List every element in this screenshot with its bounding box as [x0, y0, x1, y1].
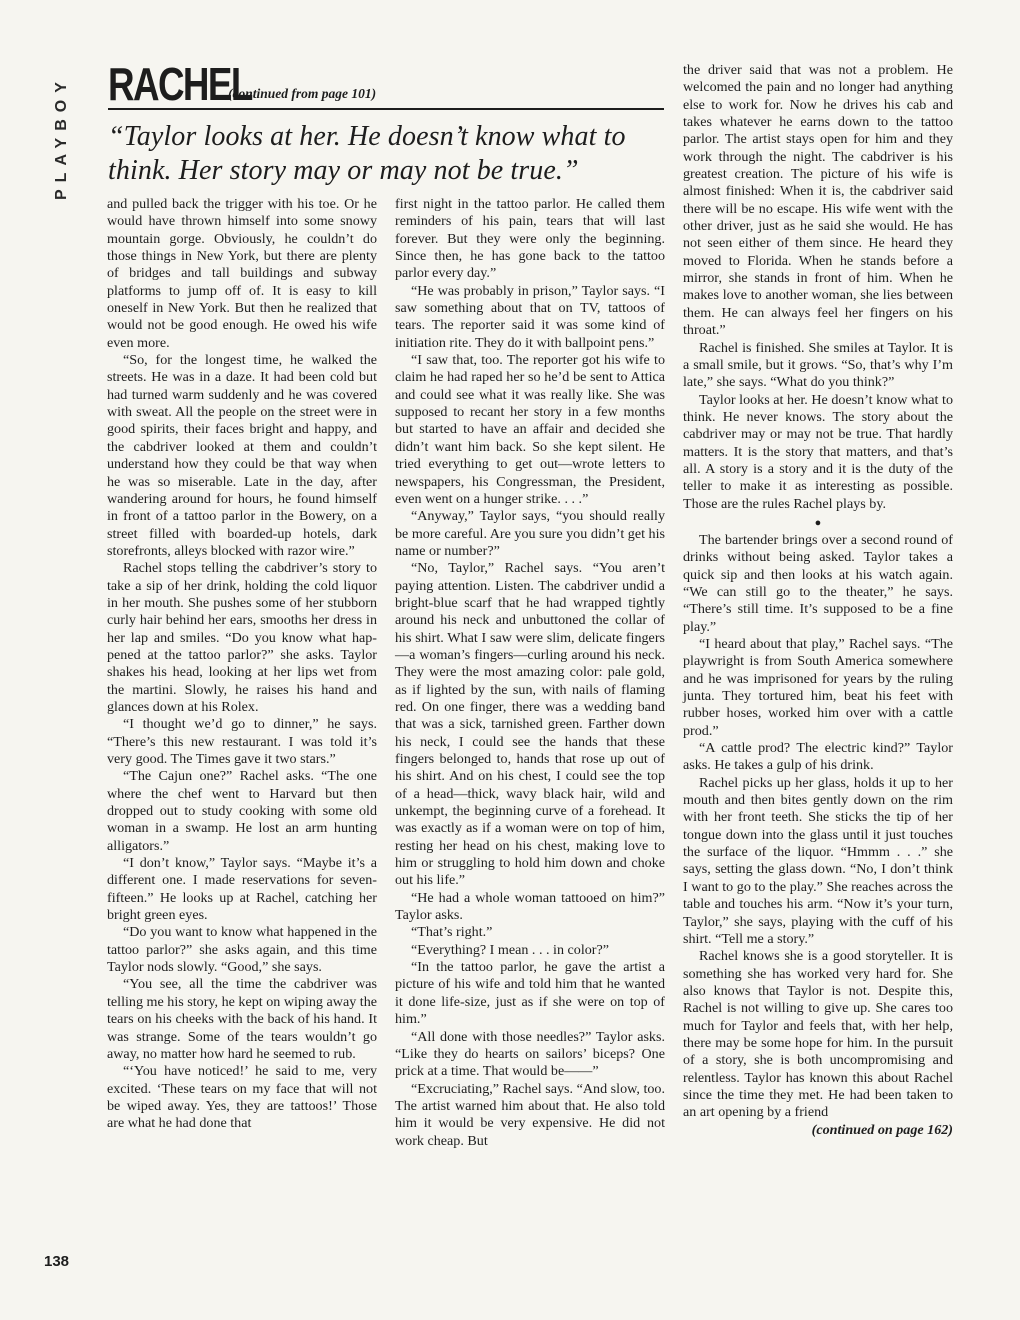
paragraph: Rachel knows she is a good storyteller. It is something she has worked very hard for. She also knows that Taylor is not. Despite this, Rachel is not willing to give up. She cares too much for Taylor and feels that, with her help, there may be some hope for him. In the pursuit of a story, she is both uncompromising and relentless. Taylor has known this about Rachel since the time they met. He had been taken to an art opening by a friend [683, 948, 953, 1121]
paragraph: and pulled back the trigger with his toe. Or he would have thrown himself into some snowy mountain gorge. Obviously, he couldn’t do those things in New York, but there are plenty of bridges and tall buildings and subway platforms to jump off of. It is easy to kill oneself in New York. But then he realized that would not be good enough. He owed his wife even more. [107, 196, 377, 351]
article-header [108, 56, 664, 188]
paragraph: the driver said that was not a problem. He welcomed the pain and no longer had anything else to work for. Now he drives his cab and takes whatever he earns down to the tattoo parlor. The artist stays open for him and they work through the night. The cabdriver is his greatest creation. The picture of his wife is almost finished: When it is, the cabdriver said there will be no escape. His wife went with the other driver, just as he said she would. He has not seen either of them since. He heard they moved to Florida. When he stands before a mirror, she stands in front of him. When he makes love to another woman, she lies between them. He can always feel her fingers on his throat.” [683, 62, 953, 339]
text-column-3 [683, 62, 953, 1139]
paragraph: Rachel is finished. She smiles at Taylor. It is a small smile, but it grows. “So, that’s why I’m late,” she says. “What do you think?” [683, 339, 953, 391]
paragraph: “A cattle prod? The electric kind?” Taylor asks. He takes a gulp of his drink. [683, 740, 953, 774]
paragraph: Rachel stops telling the cabdriver’s story to take a sip of her drink, holding the cold liquor in her mouth. She pushes some of her stubborn curly hair behind her ears, smooths her dress in her lap and smiles. “Do you know what happened at the tattoo parlor?” she asks. Taylor shakes his head, looking at her lips wet from the martini. Slowly, he raises his hand and glances down at his Rolex. [107, 560, 377, 715]
pull-quote: “Taylor looks at her. He doesn’t know what to think. Her story may or may not be true.” [108, 121, 626, 186]
paragraph: “I thought we’d go to dinner,” he says. “There’s this new restaurant. I was told it’s very good. The Times gave it two stars.” [107, 716, 377, 767]
paragraph: “Excruciating,” Rachel says. “And slow, too. The artist warned him about that. He also told him it would be very expensive. He did not work cheap. But [395, 1080, 665, 1149]
paragraph: “In the tattoo parlor, he gave the artist a picture of his wife and told him that he wanted it done life-size, just as if she were on top of him.” [395, 959, 665, 1028]
paragraph: “Do you want to know what happened in the tattoo parlor?” she asks again, and this time Taylor nods slowly. “Good,” she says. [107, 924, 377, 976]
text-column-1 [107, 196, 377, 1133]
paragraph: “Anyway,” Taylor says, “you should really be more careful. Are you sure you didn’t get his name or number?” [395, 508, 665, 559]
paragraph: “He was probably in prison,” Taylor says. “I saw something about that on TV, tattoos of tears. The reporter said it was some kind of initiation rite. They do it with ballpoint pens.” [395, 282, 665, 351]
paragraph: The bartender brings over a second round of drinks without being asked. Taylor takes a quick sip and then looks at his watch again. “We can still go to the theater,” he says. “There’s still time. It’s supposed to be a fine play.” [683, 531, 953, 635]
paragraph: “Everything? I mean . . . in color?” [411, 941, 610, 958]
paragraph: “He had a whole woman tattooed on him?” Taylor asks. [395, 889, 665, 924]
paragraph: “No, Taylor,” Rachel says. “You aren’t paying attention. Listen. The cabdriver undid a bright-blue scarf that he had wrapped tightly around his neck and unbuttoned the collar of his shirt. What I saw were slim, delicate fingers—a woman’s fingers—curling around his neck. They were the most amazing color: pale gold, as if lighted by the sun, with nails of flaming red. On one finger, there was a wedding band that was a sick, tarnished green. Farther down his neck, I could see the hands that these fingers belonged to, hands that rose up out of his shirt. And on his chest, I could see the top of a head—thick, wavy black hair, wild and unkempt, the beginning curve of a forehead. It was exactly as if a woman were on top of him, resting her head on his chest, making love to him or struggling to hold him down and choke out his life.” [395, 560, 665, 889]
paragraph: “I saw that, too. The reporter got his wife to claim he had raped her so he’d be sent to Attica and could see what it was really like. She was supposed to recant her story in a few months but started to have an affair and decided she didn’t want him back. So she kept silent. He tried everything to get out—wrote letters to newspapers, his Congressman, the President, even went on a hunger strike. . . .” [395, 352, 665, 507]
paragraph: “The Cajun one?” Rachel asks. “The one where the chef went to Harvard but then dropped out to study cooking with some old woman in a swamp. He lost an arm hunting alligators.” [107, 768, 377, 854]
continued-from-note: (continued from page 101) [228, 86, 377, 101]
paragraph: “‘You have noticed!’ he said to me, very excited. ‘These tears on my face that will not be wiped away. Yes, they are tattoos!’ Those are what he had done that [107, 1063, 377, 1132]
paragraph: “That’s right.” [411, 924, 493, 941]
paragraph: “I heard about that play,” Rachel says. “The playwright is from South America somewhere and he was imprisoned for years by the ruling junta. They tortured him, beat his feet with rubber hoses, worked him over with a cattle prod.” [683, 636, 953, 739]
paragraph: “I don’t know,” Taylor says. “Maybe it’s a different one. I made reservations for seven-fifteen.” He looks up at Rachel, catching her bright green eyes. [107, 855, 377, 924]
paragraph: first night in the tattoo parlor. He called them reminders of his pain, tears that will last forever. But they were only the beginning. Since then, he has gone back to the tattoo parlor every day.” [395, 196, 665, 282]
paragraph: “So, for the longest time, he walked the streets. He was in a daze. It had been cold but had turned warm suddenly and he was covered with sweat. All the people on the street were in good spirits, their faces bright and happy, and the cabdriver looked at them and couldn’t understand how they could be that way when he was so miserable. Late in the day, after wandering around for hours, he found himself in front of a tattoo parlor in the Bowery, on a street filled with boarded-up hotels, dark storefronts, alleys blocked with razor wire.” [107, 352, 377, 559]
magazine-running-head: PLAYBOY [53, 75, 70, 201]
paragraph: “You see, all the time the cabdriver was telling me his story, he kept on wiping away the tears on his cheeks with the back of his hand. It was strange. Some of the tears wouldn’t go away, no matter how hard he seemed to rub. [107, 976, 377, 1062]
section-break-bullet: ● [814, 516, 822, 529]
continued-on-note: (continued on page 162) [811, 1121, 953, 1138]
article-title: RACHEL [108, 58, 252, 110]
paragraph: Taylor looks at her. He doesn’t know what to think. He never knows. The story about the cabdriver may or may not be true. That hardly matters. It is the story that matters, and that’s all. A story is a story and it is the duty of the teller to make it as interesting as possible. Those are the rules Rachel plays by. [683, 391, 953, 512]
paragraph: “All done with those needles?” Taylor asks. “Like they do hearts on sailors’ biceps? One prick at a time. That would be——” [395, 1028, 665, 1080]
page-number: 138 [44, 1253, 70, 1270]
paragraph: Rachel picks up her glass, holds it up to her mouth and then bites gently down on the rim with her front teeth. She sticks the tip of her tongue down into the glass until it just touches the surface of the liquor. “Hmmm . . .” she says, setting the glass down. “No, I don’t think I want to go to the play.” She reaches across the table and touches his arm. “Now it’s your turn, Taylor,” she says, playing with the cuff of his shirt. “Tell me a story.” [683, 774, 953, 947]
text-column-2 [395, 196, 665, 1150]
